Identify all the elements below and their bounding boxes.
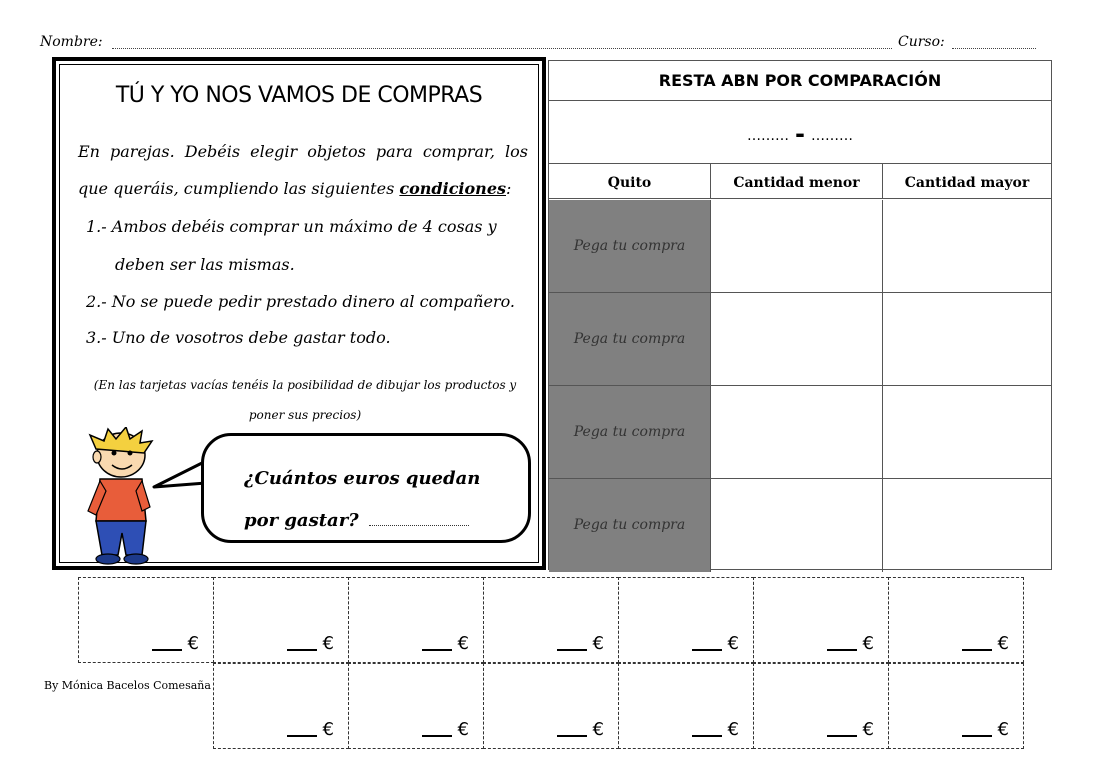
euro-symbol: € — [322, 719, 334, 740]
price-card[interactable] — [348, 663, 484, 749]
price-card[interactable] — [483, 577, 619, 663]
euro-symbol: € — [997, 719, 1009, 740]
price-card[interactable] — [618, 663, 754, 749]
cantidad-menor-cell[interactable] — [711, 200, 883, 292]
euro-symbol: € — [727, 719, 739, 740]
table-row — [549, 386, 1051, 479]
price-card[interactable] — [753, 577, 889, 663]
euro-symbol: € — [862, 633, 874, 654]
formula-right-blank[interactable]: ……… — [810, 128, 853, 144]
price-field[interactable] — [557, 719, 604, 740]
euro-symbol: € — [187, 633, 199, 654]
price-card[interactable] — [618, 577, 754, 663]
intro-end: : — [506, 179, 512, 198]
price-field[interactable] — [152, 633, 199, 654]
price-field[interactable] — [692, 719, 739, 740]
intro-text: En parejas. Debéis elegir objetos para comprar, los que queráis, cumpliendo las siguientes — [78, 142, 528, 198]
subtraction-formula — [549, 101, 1051, 164]
course-label: Curso: — [898, 34, 945, 50]
euro-symbol: € — [457, 719, 469, 740]
condition-1: 1.- Ambos debéis comprar un máximo de 4 cosas y — [86, 217, 497, 236]
condition-1-continued: deben ser las mismas. — [115, 255, 295, 274]
intro-paragraph — [78, 133, 528, 207]
euro-symbol: € — [862, 719, 874, 740]
minus-sign: - — [795, 120, 805, 148]
paste-purchase-cell[interactable]: Pega tu compra — [549, 200, 711, 292]
price-field[interactable] — [287, 633, 334, 654]
price-field[interactable] — [422, 633, 469, 654]
condition-2: 2.- No se puede pedir prestado dinero al compañero. — [86, 292, 516, 311]
instructions-panel — [52, 57, 546, 570]
cantidad-mayor-cell[interactable] — [883, 479, 1051, 572]
price-field[interactable] — [692, 633, 739, 654]
euro-symbol: € — [457, 633, 469, 654]
author-credit: By Mónica Bacelos Comesaña — [44, 679, 211, 692]
name-field[interactable] — [112, 48, 892, 49]
boy-illustration — [76, 427, 166, 567]
price-card[interactable] — [78, 577, 214, 663]
euro-symbol: € — [592, 719, 604, 740]
cantidad-mayor-cell[interactable] — [883, 386, 1051, 478]
note-text: (En las tarjetas vacías tenéis la posibilidad de dibujar los productos y poner sus precios) — [93, 378, 517, 422]
paste-purchase-cell[interactable]: Pega tu compra — [549, 293, 711, 385]
header-quito: Quito — [549, 164, 711, 199]
price-card[interactable] — [888, 663, 1024, 749]
cantidad-menor-cell[interactable] — [711, 386, 883, 478]
euro-symbol: € — [592, 633, 604, 654]
bubble-question — [244, 458, 514, 542]
table-row — [549, 479, 1051, 572]
price-field[interactable] — [422, 719, 469, 740]
price-card[interactable] — [213, 577, 349, 663]
euro-symbol: € — [727, 633, 739, 654]
price-field[interactable] — [827, 633, 874, 654]
answer-blank[interactable] — [369, 525, 469, 526]
price-field[interactable] — [557, 633, 604, 654]
price-field[interactable] — [962, 719, 1009, 740]
student-header — [40, 34, 1040, 54]
bubble-line-1: ¿Cuántos euros quedan — [244, 468, 481, 489]
euro-symbol: € — [997, 633, 1009, 654]
header-cantidad-menor: Cantidad menor — [711, 164, 883, 199]
formula-left-blank[interactable]: ……… — [747, 128, 790, 144]
intro-keyword: condiciones — [399, 179, 506, 198]
price-card[interactable] — [483, 663, 619, 749]
table-title: RESTA ABN POR COMPARACIÓN — [549, 61, 1051, 101]
paste-purchase-cell[interactable]: Pega tu compra — [549, 479, 711, 572]
cantidad-menor-cell[interactable] — [711, 293, 883, 385]
course-field[interactable] — [952, 48, 1036, 49]
condition-3: 3.- Uno de vosotros debe gastar todo. — [86, 328, 391, 347]
paste-purchase-cell[interactable]: Pega tu compra — [549, 386, 711, 478]
euro-symbol: € — [322, 633, 334, 654]
header-cantidad-mayor: Cantidad mayor — [883, 164, 1051, 199]
table-row — [549, 293, 1051, 386]
bubble-line-2: por gastar? — [244, 510, 359, 531]
bubble-tail — [152, 457, 208, 497]
price-card[interactable] — [753, 663, 889, 749]
name-label: Nombre: — [40, 34, 103, 50]
price-card[interactable] — [888, 577, 1024, 663]
cantidad-mayor-cell[interactable] — [883, 293, 1051, 385]
price-field[interactable] — [287, 719, 334, 740]
table-row — [549, 200, 1051, 293]
price-card[interactable] — [348, 577, 484, 663]
cantidad-menor-cell[interactable] — [711, 479, 883, 572]
speech-bubble — [201, 433, 531, 543]
price-card[interactable] — [213, 663, 349, 749]
cantidad-mayor-cell[interactable] — [883, 200, 1051, 292]
price-field[interactable] — [827, 719, 874, 740]
abn-subtraction-table — [548, 60, 1052, 570]
panel-title: TÚ Y YO NOS VAMOS DE COMPRAS — [115, 83, 483, 108]
price-field[interactable] — [962, 633, 1009, 654]
